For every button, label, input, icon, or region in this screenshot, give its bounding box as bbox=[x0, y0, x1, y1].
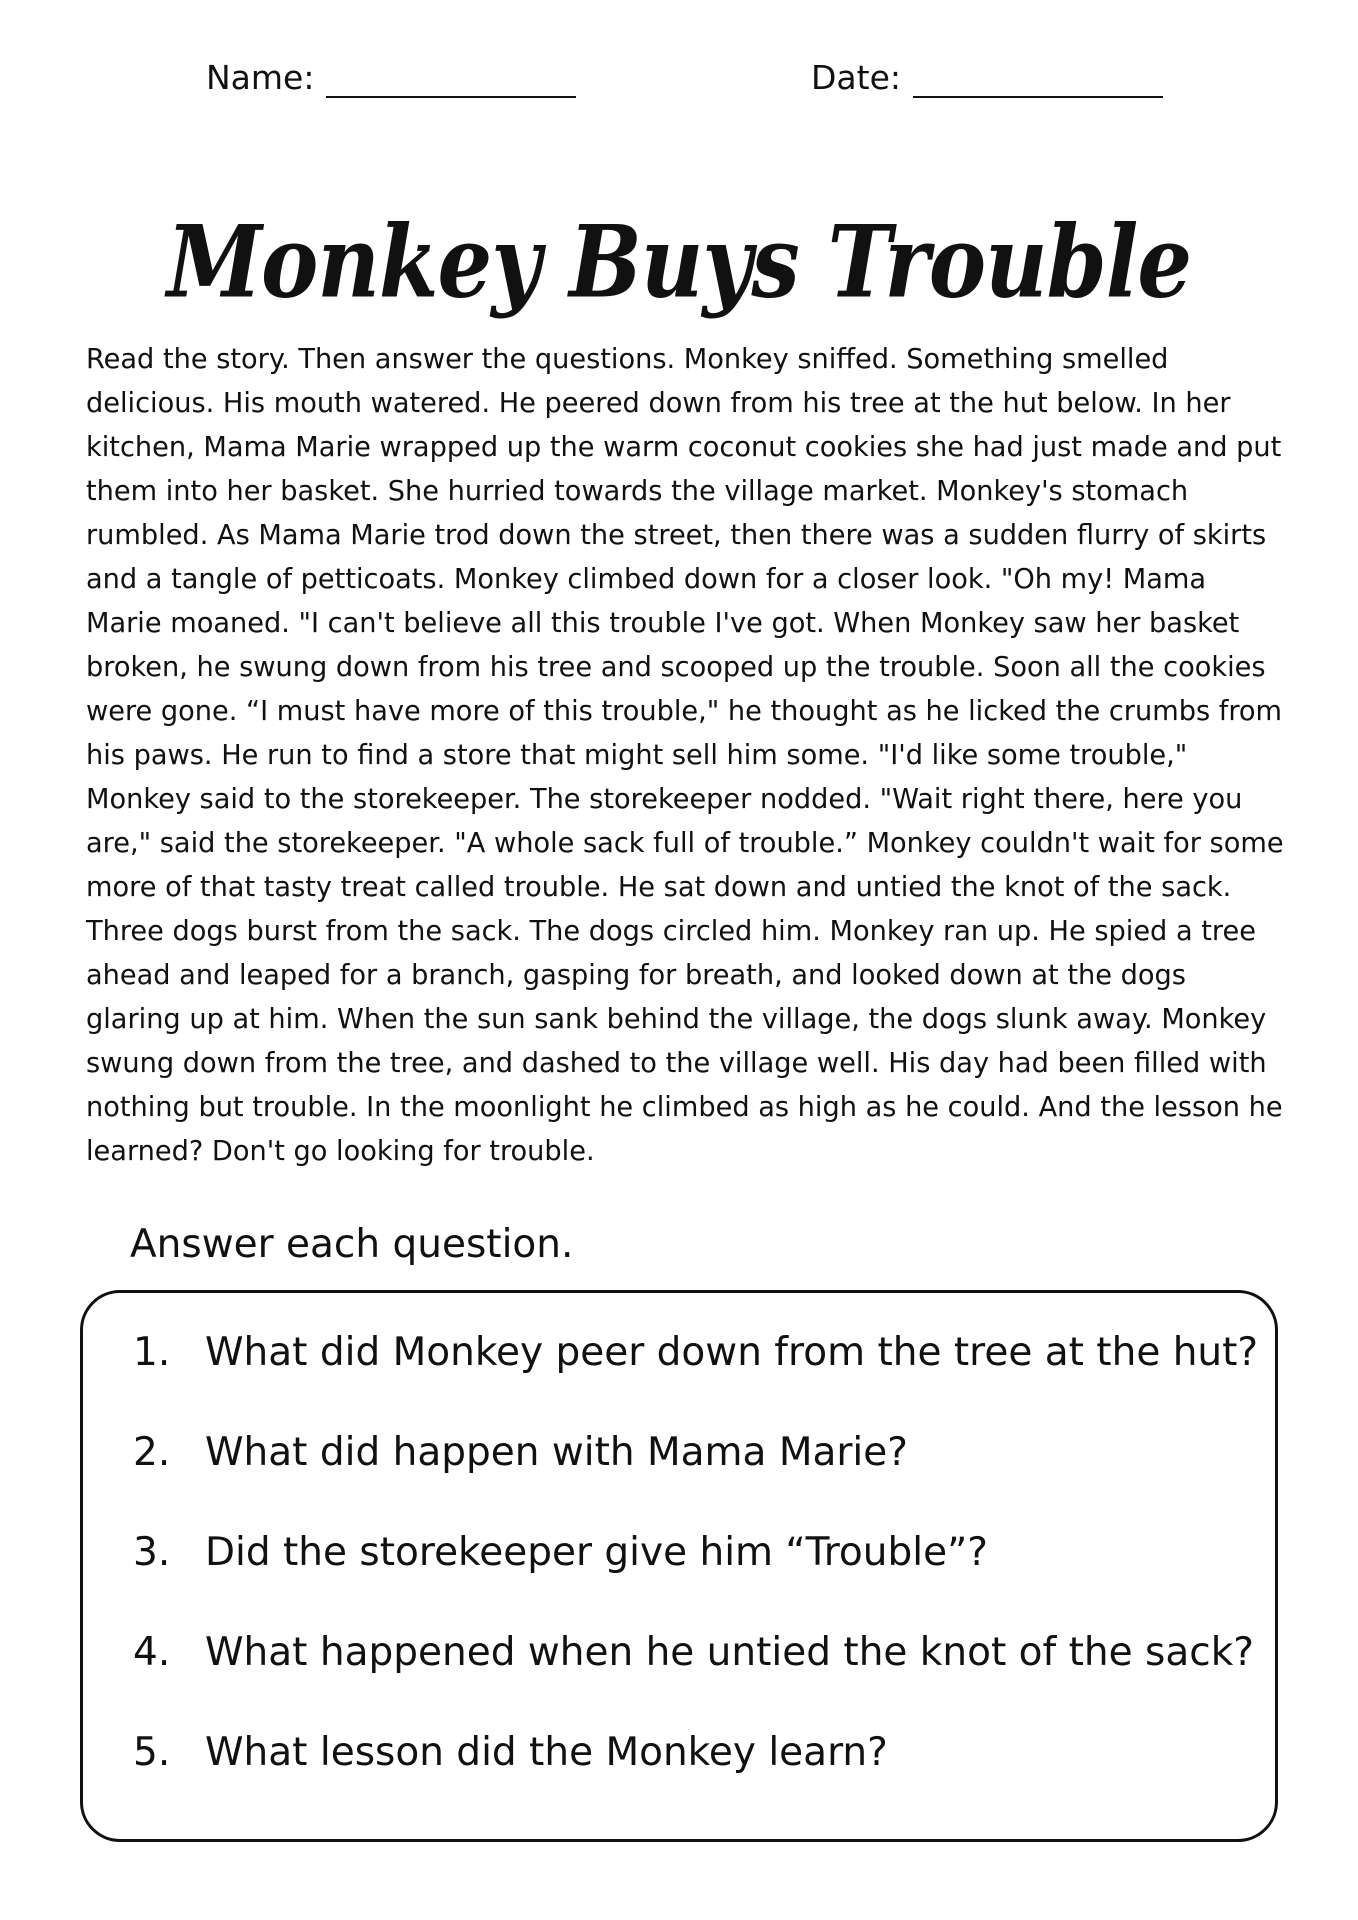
question-text: Did the storekeeper give him “Trouble”? bbox=[205, 1530, 988, 1575]
question-text: What did Monkey peer down from the tree at the hut? bbox=[205, 1330, 1259, 1375]
name-label: Name: bbox=[206, 58, 315, 97]
date-blank-line[interactable] bbox=[913, 62, 1163, 98]
instruction-text: Answer each question. bbox=[130, 1222, 574, 1267]
question-box bbox=[80, 1290, 1278, 1842]
question-text: What did happen with Mama Marie? bbox=[205, 1430, 908, 1475]
question-item bbox=[133, 1423, 1233, 1523]
question-item bbox=[133, 1623, 1254, 1723]
question-number: 4. bbox=[133, 1630, 171, 1675]
question-list bbox=[133, 1323, 1259, 1823]
question-number: 2. bbox=[133, 1430, 171, 1475]
question-item bbox=[133, 1723, 1233, 1823]
name-blank-line[interactable] bbox=[326, 62, 576, 98]
story-text: Read the story. Then answer the questions. Monkey sniffed. Something smelled delicious. His mouth watered. He peered down from his tree at the hut below. In her kitchen, Mama Marie wrapped up the warm coconut cookies she had just made and put them into her basket. She hurried towards the village market. Monkey's stomach rumbled. As Mama Marie trod down the street, then there was a sudden flurry of skirts and a tangle of petticoats. Monkey climbed down for a closer look. "Oh my! Mama Marie moaned. "I can't believe all this trouble I've got. When Monkey saw her basket broken, he swung down from his tree and scooped up the trouble. Soon all the cookies were gone. “I must have more of this trouble," he thought as he licked the crumbs from his paws. He run to find a store that might sell him some. "I'd like some trouble," Monkey said to the storekeeper. The storekeeper nodded. "Wait right there, here you are," said the storekeeper. "A whole sack full of trouble.” Monkey couldn't wait for some more of that tasty treat called trouble. He sat down and untied the knot of the sack. Three dogs burst from the sack. The dogs circled him. Monkey ran up. He spied a tree ahead and leaped for a branch, gasping for breath, and looked down at the dogs glaring up at him. When the sun sank behind the village, the dogs slunk away. Monkey swung down from the tree, and dashed to the village well. His day had been filled with nothing but trouble. In the moonlight he climbed as high as he could. And the lesson he learned? Don't go looking for trouble. bbox=[86, 344, 1284, 1167]
question-item bbox=[133, 1523, 1233, 1623]
name-field bbox=[206, 58, 576, 98]
question-text: What lesson did the Monkey learn? bbox=[205, 1730, 888, 1775]
question-item bbox=[133, 1323, 1259, 1423]
worksheet-title: Monkey Buys Trouble bbox=[166, 203, 1192, 321]
question-number: 3. bbox=[133, 1530, 171, 1575]
worksheet-header bbox=[206, 58, 1166, 108]
question-text: What happened when he untied the knot of the sack? bbox=[205, 1630, 1254, 1675]
question-number: 5. bbox=[133, 1730, 171, 1775]
date-field bbox=[811, 58, 1163, 98]
date-label: Date: bbox=[811, 58, 901, 97]
question-number: 1. bbox=[133, 1330, 171, 1375]
